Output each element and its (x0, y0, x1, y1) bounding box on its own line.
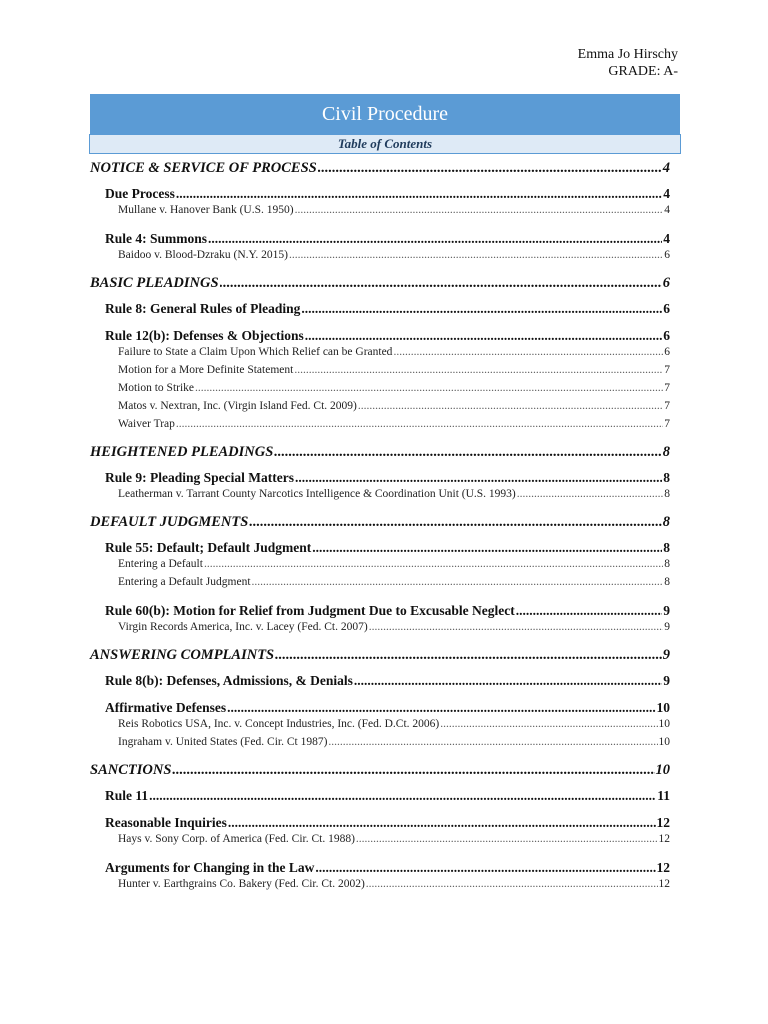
toc-entry-label: Rule 4: Summons (105, 231, 208, 246)
toc-entry-page: 10 (658, 736, 670, 748)
toc-entry-label: Ingraham v. United States (Fed. Cir. Ct 1987) (118, 736, 328, 748)
toc-item[interactable] (90, 249, 670, 267)
toc-section[interactable] (90, 444, 670, 464)
toc-entry-page: 11 (657, 788, 670, 803)
toc-entry-page: 12 (658, 833, 670, 845)
toc-item[interactable] (90, 346, 670, 364)
toc-entry-label: Rule 55: Default; Default Judgment (105, 540, 312, 555)
dot-leader (227, 700, 655, 716)
dot-leader (312, 540, 662, 556)
toc-entry-label: Rule 12(b): Defenses & Objections (105, 328, 304, 343)
dot-leader (176, 418, 663, 430)
table-of-contents (90, 160, 670, 896)
toc-entry-label: Entering a Default Judgment (118, 576, 251, 588)
dot-leader (517, 488, 663, 500)
toc-entry-label: Entering a Default (118, 558, 203, 570)
toc-subsection[interactable] (90, 815, 670, 833)
dot-leader (149, 788, 656, 804)
toc-entry-page: 9 (663, 603, 670, 618)
toc-entry-label: Mullane v. Hanover Bank (U.S. 1950) (118, 204, 294, 216)
toc-entry-page: 6 (664, 249, 670, 261)
dot-leader (220, 275, 662, 292)
author-name: Emma Jo Hirschy (577, 47, 678, 62)
toc-subsection[interactable] (90, 673, 670, 691)
toc-subsection[interactable] (90, 328, 670, 346)
toc-entry-label: Hunter v. Earthgrains Co. Bakery (Fed. Cir. Ct. 2002) (118, 878, 365, 890)
dot-leader (301, 301, 662, 317)
toc-subsection[interactable] (90, 540, 670, 558)
dot-leader (305, 328, 663, 344)
toc-item[interactable] (90, 558, 670, 576)
toc-entry-page: 8 (662, 444, 670, 460)
dot-leader (295, 204, 664, 216)
toc-item[interactable] (90, 878, 670, 896)
toc-entry-page: 7 (664, 382, 670, 394)
toc-entry-page: 4 (662, 160, 670, 176)
toc-entry-label: Matos v. Nextran, Inc. (Virgin Island Fed. Ct. 2009) (118, 400, 357, 412)
toc-entry-page: 6 (662, 275, 670, 291)
toc-entry-label: Rule 60(b): Motion for Relief from Judgment Due to Excusable Neglect (105, 603, 515, 618)
toc-entry-label: HEIGHTENED PLEADINGS (90, 444, 274, 460)
toc-entry-page: 8 (664, 488, 670, 500)
toc-entry-label: Rule 8: General Rules of Pleading (105, 301, 301, 316)
toc-section[interactable] (90, 160, 670, 180)
dot-leader (275, 647, 662, 664)
dot-leader (289, 249, 663, 261)
toc-item[interactable] (90, 576, 670, 594)
dot-leader (295, 470, 662, 486)
toc-section[interactable] (90, 514, 670, 534)
toc-section[interactable] (90, 762, 670, 782)
toc-subsection[interactable] (90, 186, 670, 204)
toc-subsection[interactable] (90, 470, 670, 488)
dot-leader (252, 576, 664, 588)
toc-item[interactable] (90, 400, 670, 418)
dot-leader (318, 160, 662, 177)
toc-entry-page: 4 (663, 231, 670, 246)
toc-entry-page: 12 (656, 815, 670, 830)
dot-leader (354, 673, 662, 689)
dot-leader (356, 833, 658, 845)
toc-item[interactable] (90, 718, 670, 736)
toc-entry-label: ANSWERING COMPLAINTS (90, 647, 275, 663)
toc-entry-page: 8 (663, 470, 670, 485)
dot-leader (328, 736, 657, 748)
toc-subsection[interactable] (90, 860, 670, 878)
dot-leader (440, 718, 657, 730)
dot-leader (228, 815, 656, 831)
toc-entry-label: Failure to State a Claim Upon Which Relief can be Granted (118, 346, 393, 358)
toc-item[interactable] (90, 621, 670, 639)
toc-entry-page: 10 (655, 762, 670, 778)
toc-section[interactable] (90, 647, 670, 667)
toc-entry-page: 4 (664, 204, 670, 216)
toc-entry-page: 8 (664, 558, 670, 570)
toc-entry-label: Rule 11 (105, 788, 149, 803)
toc-entry-label: Waiver Trap (118, 418, 175, 430)
toc-entry-label: Rule 8(b): Defenses, Admissions, & Denials (105, 673, 353, 688)
dot-leader (369, 621, 664, 633)
toc-subsection[interactable] (90, 788, 670, 806)
dot-leader (315, 860, 655, 876)
toc-entry-page: 7 (664, 400, 670, 412)
dot-leader (393, 346, 663, 358)
toc-entry-page: 6 (663, 328, 670, 343)
toc-entry-page: 8 (664, 576, 670, 588)
toc-entry-page: 8 (662, 514, 670, 530)
toc-heading: Table of Contents (89, 134, 681, 154)
toc-subsection[interactable] (90, 301, 670, 319)
toc-entry-label: SANCTIONS (90, 762, 172, 778)
dot-leader (274, 444, 661, 461)
toc-entry-page: 9 (662, 647, 670, 663)
toc-entry-page: 9 (663, 673, 670, 688)
toc-entry-label: Leatherman v. Tarrant County Narcotics Intelligence & Coordination Unit (U.S. 1993) (118, 488, 516, 500)
toc-item[interactable] (90, 833, 670, 851)
toc-entry-label: Reis Robotics USA, Inc. v. Concept Industries, Inc. (Fed. D.Ct. 2006) (118, 718, 440, 730)
dot-leader (249, 514, 661, 531)
toc-entry-label: Affirmative Defenses (105, 700, 227, 715)
toc-entry-label: Due Process (105, 186, 175, 201)
toc-subsection[interactable] (90, 603, 670, 621)
toc-entry-page: 9 (664, 621, 670, 633)
toc-entry-label: DEFAULT JUDGMENTS (90, 514, 249, 530)
toc-entry-label: Motion for a More Definite Statement (118, 364, 294, 376)
toc-entry-label: Motion to Strike (118, 382, 195, 394)
toc-entry-label: NOTICE & SERVICE OF PROCESS (90, 160, 317, 176)
toc-item[interactable] (90, 382, 670, 400)
dot-leader (516, 603, 663, 619)
toc-entry-label: BASIC PLEADINGS (90, 275, 219, 291)
dot-leader (208, 231, 662, 247)
toc-subsection[interactable] (90, 231, 670, 249)
toc-entry-page: 12 (656, 860, 670, 875)
dot-leader (172, 762, 654, 779)
dot-leader (176, 186, 662, 202)
toc-entry-page: 12 (658, 878, 670, 890)
toc-entry-label: Hays v. Sony Corp. of America (Fed. Cir. Ct. 1988) (118, 833, 355, 845)
toc-item[interactable] (90, 364, 670, 382)
toc-item[interactable] (90, 488, 670, 506)
toc-section[interactable] (90, 275, 670, 295)
toc-entry-label: Baidoo v. Blood-Dzraku (N.Y. 2015) (118, 249, 288, 261)
toc-entry-page: 7 (664, 364, 670, 376)
dot-leader (195, 382, 663, 394)
document-header (578, 46, 678, 80)
toc-item[interactable] (90, 204, 670, 222)
toc-entry-label: Reasonable Inquiries (105, 815, 227, 830)
dot-leader (358, 400, 663, 412)
toc-entry-page: 4 (663, 186, 670, 201)
toc-entry-page: 6 (664, 346, 670, 358)
dot-leader (366, 878, 658, 890)
toc-entry-page: 6 (663, 301, 670, 316)
grade-label: GRADE: A- (608, 64, 678, 79)
toc-entry-label: Rule 9: Pleading Special Matters (105, 470, 294, 485)
toc-entry-page: 10 (658, 718, 670, 730)
dot-leader (204, 558, 663, 570)
toc-item[interactable] (90, 736, 670, 754)
toc-entry-label: Virgin Records America, Inc. v. Lacey (Fed. Ct. 2007) (118, 621, 368, 633)
toc-subsection[interactable] (90, 700, 670, 718)
toc-entry-page: 10 (656, 700, 670, 715)
document-title: Civil Procedure (90, 94, 680, 134)
dot-leader (294, 364, 663, 376)
toc-entry-page: 7 (664, 418, 670, 430)
toc-entry-label: Arguments for Changing in the Law (105, 860, 315, 875)
toc-item[interactable] (90, 418, 670, 436)
toc-entry-page: 8 (663, 540, 670, 555)
